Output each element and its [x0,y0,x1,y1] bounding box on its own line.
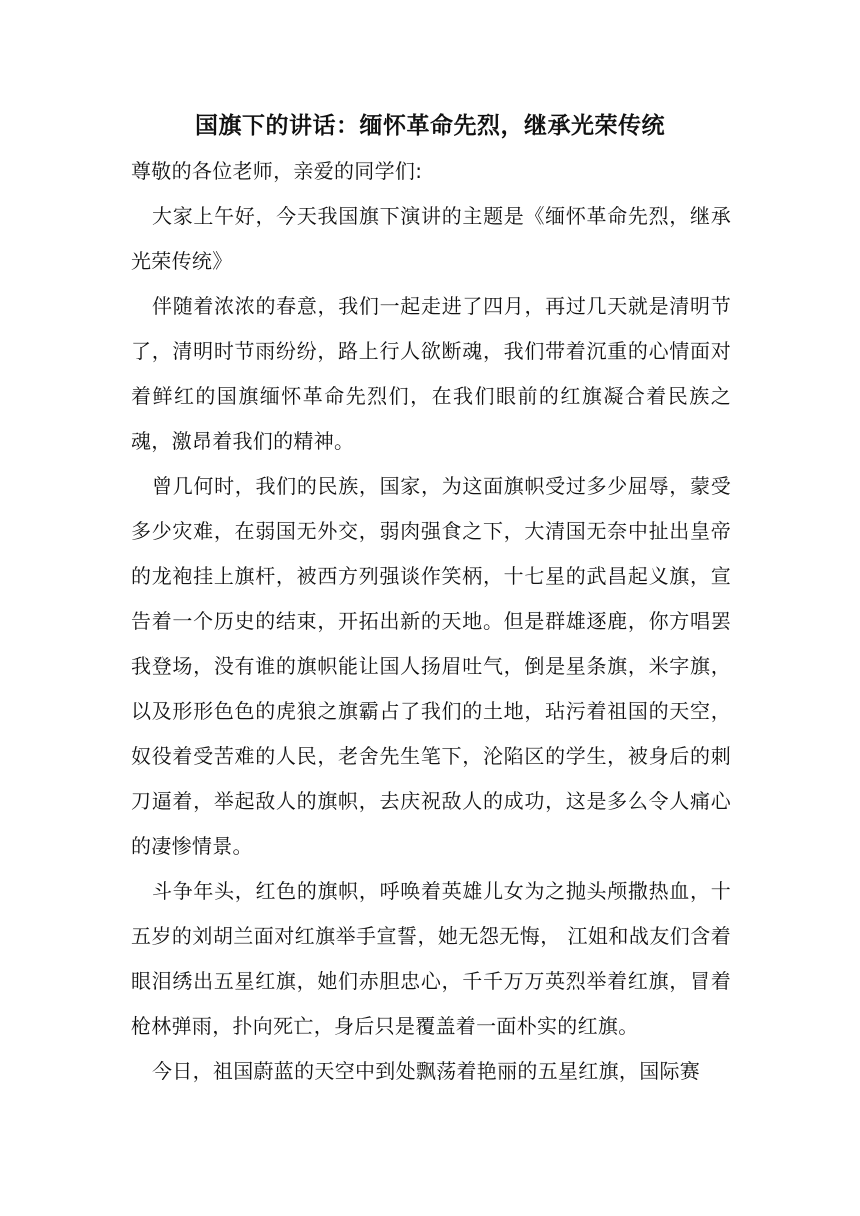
document-title: 国旗下的讲话：缅怀革命先烈，继承光荣传统 [195,113,665,139]
paragraph-2: 伴随着浓浓的春意，我们一起走进了四月，再过几天就是清明节了，清明时节雨纷纷，路上行人欲断魂，我们带着沉重的心情面对着鲜红的国旗缅怀革命先烈们，在我们眼前的红旗凝合着民族之魂，激昂着我们的精神。 [131,294,731,453]
document-body [131,149,731,1094]
paragraph-4: 斗争年头，红色的旗帜，呼唤着英雄儿女为之抛头颅撒热血，十五岁的刘胡兰面对红旗举手宣誓，她无怨无悔， 江姐和战友们含着眼泪绣出五星红旗，她们赤胆忠心，千千万万英烈举着红旗，冒着枪林弹雨，扑向死亡，身后只是覆盖着一面朴实的红旗。 [131,879,731,1038]
paragraph-5: 今日，祖国蔚蓝的天空中到处飘荡着艳丽的五星红旗，国际赛 [152,1059,701,1083]
salutation: 尊敬的各位老师，亲爱的同学们: [131,159,423,183]
paragraph-1: 大家上午好，今天我国旗下演讲的主题是《缅怀革命先烈，继承光荣传统》 [131,204,731,273]
paragraph-3: 曾几何时，我们的民族，国家，为这面旗帜受过多少屈辱，蒙受多少灾难，在弱国无外交，弱肉强食之下，大清国无奈中扯出皇帝的龙袍挂上旗杆，被西方列强谈作笑柄，十七星的武昌起义旗，宣告着一个历史的结束，开拓出新的天地。但是群雄逐鹿，你方唱罢我登场，没有谁的旗帜能让国人扬眉吐气，倒是星条旗，米字旗，以及形形色色的虎狼之旗霸占了我们的土地，玷污着祖国的天空，奴役着受苦难的人民，老舍先生笔下，沦陷区的学生，被身后的刺刀逼着，举起敌人的旗帜，去庆祝敌人的成功，这是多么令人痛心的凄惨情景。 [131,474,731,858]
